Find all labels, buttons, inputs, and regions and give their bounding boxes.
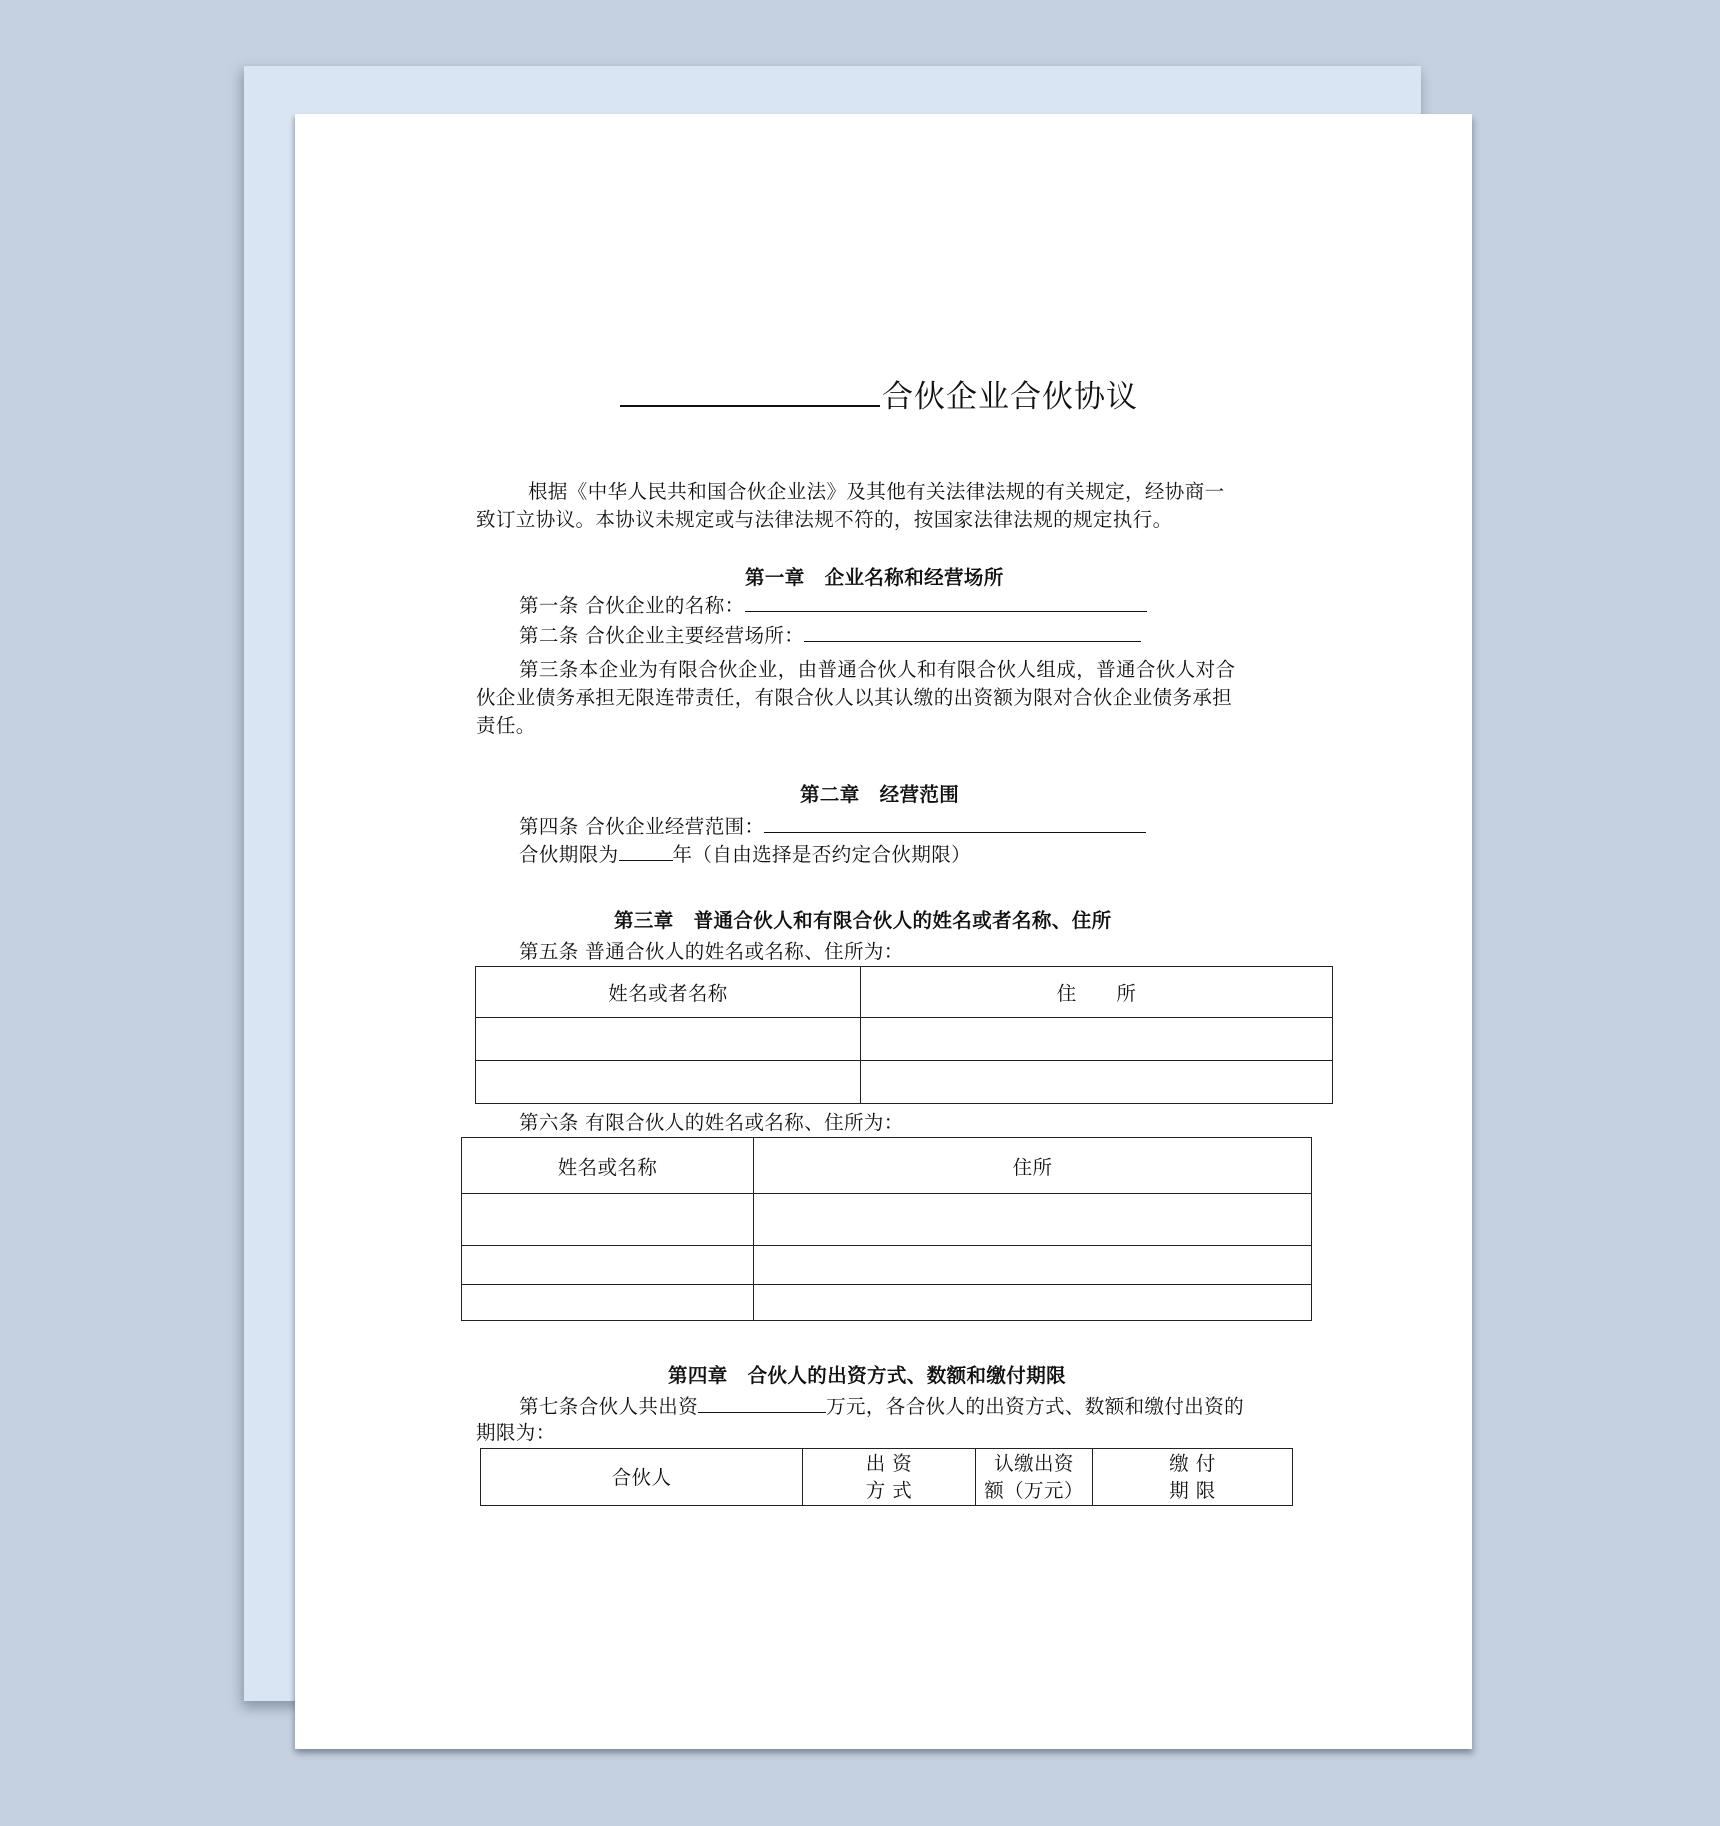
header-line-1: 出 资 (865, 1452, 913, 1475)
header-line-2: 期 限 (1169, 1479, 1216, 1502)
article-5: 第五条 普通合伙人的姓名或名称、住所为： (519, 940, 904, 963)
cell-name[interactable] (462, 1285, 754, 1321)
header-address: 住所 (754, 1138, 1312, 1194)
article-3-line-2: 伙企业债务承担无限连带责任，有限合伙人以其认缴的出资额为限对合伙企业债务承担 (476, 686, 1233, 709)
header-subscribed-amount (976, 1449, 1093, 1506)
header-name: 姓名或者名称 (476, 967, 861, 1018)
header-partner (481, 1449, 803, 1506)
article-2-label: 第二条 合伙企业主要经营场所： (519, 624, 805, 647)
cell-name[interactable] (462, 1194, 754, 1246)
table-row (462, 1194, 1312, 1246)
chapter-2-heading: 第二章 经营范围 (800, 783, 960, 806)
cell-name[interactable] (476, 1061, 861, 1104)
header-name: 姓名或名称 (462, 1138, 754, 1194)
table-row (462, 1285, 1312, 1321)
intro-line-2: 致订立协议。本协议未规定或与法律法规不符的，按国家法律法规的规定执行。 (476, 508, 1173, 531)
chapter-3-heading: 第三章 普通合伙人和有限合伙人的姓名或者名称、住所 (614, 909, 1112, 932)
header-contribution-method (803, 1449, 976, 1506)
header-line-2: 额（万元） (984, 1479, 1084, 1502)
chapter-1-heading: 第一章 企业名称和经营场所 (745, 566, 1004, 589)
article-7-line-1 (519, 1392, 1244, 1421)
table-header-row (476, 967, 1333, 1018)
table-header-row (462, 1138, 1312, 1194)
header-line-2: 方 式 (865, 1479, 913, 1502)
table-row (476, 1061, 1333, 1104)
article-3-line-1: 第三条本企业为有限合伙企业，由普通合伙人和有限合伙人组成，普通合伙人对合 (519, 658, 1236, 681)
partnership-term (519, 840, 971, 869)
article-4-label: 第四条 合伙企业经营范围： (519, 815, 765, 838)
header-partner-label: 合伙人 (611, 1465, 672, 1489)
header-payment-deadline (1093, 1449, 1293, 1506)
capital-contribution-table (480, 1448, 1293, 1506)
article-2 (519, 621, 1141, 650)
document-title (620, 371, 1138, 416)
limited-partners-table (461, 1137, 1312, 1321)
cell-address[interactable] (754, 1285, 1312, 1321)
intro-line-1: 根据《中华人民共和国合伙企业法》及其他有关法律法规的有关规定，经协商一 (528, 480, 1225, 503)
article-7-prefix: 第七条合伙人共出资 (519, 1395, 699, 1418)
title-blank-line[interactable] (620, 379, 880, 407)
term-prefix: 合伙期限为 (519, 843, 619, 866)
business-location-blank[interactable] (804, 621, 1141, 642)
table-header-row (481, 1449, 1293, 1506)
term-suffix: 年（自由选择是否约定合伙期限） (672, 843, 972, 866)
article-1-label: 第一条 合伙企业的名称： (519, 594, 745, 617)
cell-name[interactable] (476, 1018, 861, 1061)
company-name-blank[interactable] (745, 591, 1147, 612)
cell-address[interactable] (754, 1194, 1312, 1246)
chapter-4-heading: 第四章 合伙人的出资方式、数额和缴付期限 (668, 1364, 1067, 1387)
article-4 (519, 812, 1146, 841)
article-6: 第六条 有限合伙人的姓名或名称、住所为： (519, 1111, 904, 1134)
total-capital-blank[interactable] (698, 1392, 826, 1413)
term-years-blank[interactable] (619, 840, 673, 861)
article-7-suffix: 万元，各合伙人的出资方式、数额和缴付出资的 (826, 1395, 1245, 1418)
cell-address[interactable] (754, 1246, 1312, 1285)
header-address: 住 所 (861, 967, 1333, 1018)
article-1 (519, 591, 1147, 620)
header-line-1: 认缴出资 (994, 1452, 1074, 1475)
general-partners-table (475, 966, 1333, 1104)
table-row (462, 1246, 1312, 1285)
table-row (476, 1018, 1333, 1061)
business-scope-blank[interactable] (764, 812, 1146, 833)
header-line-1: 缴 付 (1169, 1452, 1216, 1475)
cell-address[interactable] (861, 1018, 1333, 1061)
title-text: 合伙企业合伙协议 (882, 379, 1138, 415)
cell-address[interactable] (861, 1061, 1333, 1104)
cell-name[interactable] (462, 1246, 754, 1285)
article-3-line-3: 责任。 (476, 714, 536, 737)
article-7-line-2: 期限为： (476, 1421, 556, 1444)
